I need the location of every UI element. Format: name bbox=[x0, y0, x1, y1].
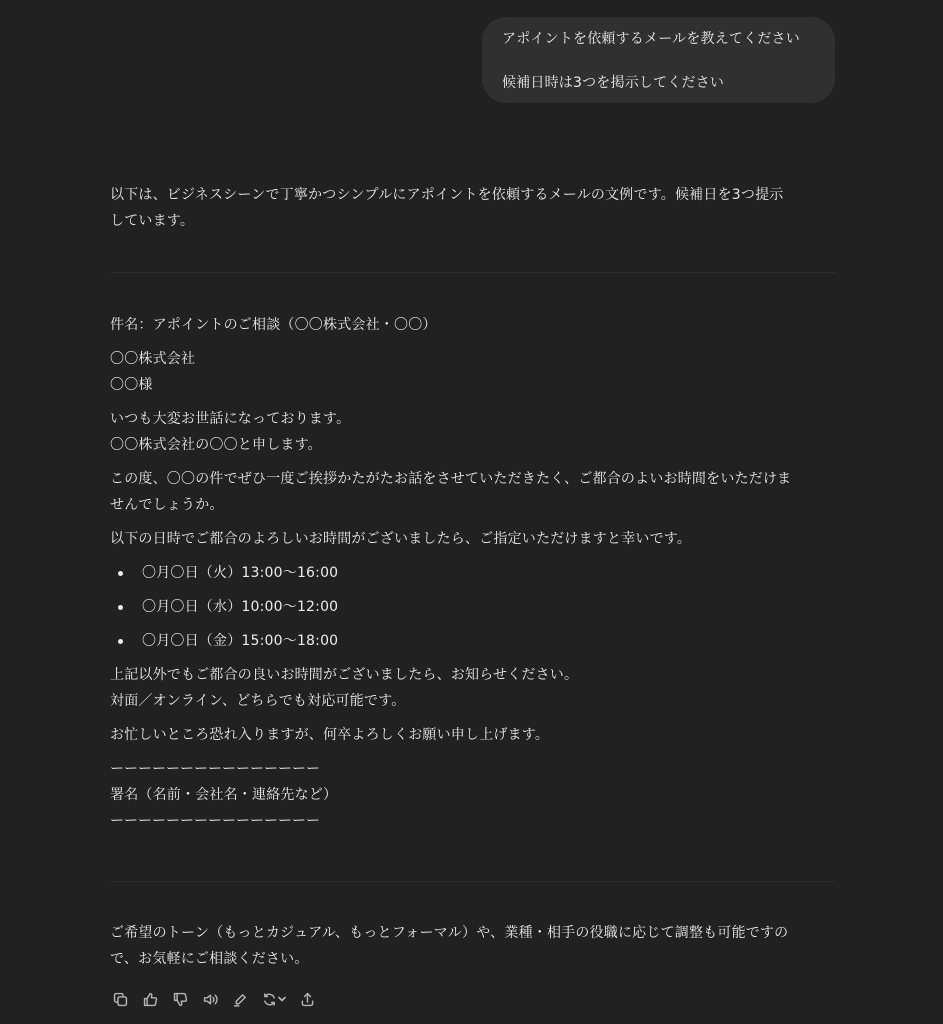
user-message-line: アポイントを依頼するメールを教えてください bbox=[502, 31, 800, 47]
user-message-bubble bbox=[482, 17, 835, 103]
email-subject: 件名：アポイントのご相談（〇〇株式会社・〇〇） bbox=[110, 317, 437, 333]
copy-icon[interactable] bbox=[110, 989, 130, 1009]
email-greeting: いつも大変お世話になっております。 〇〇株式会社の〇〇と申します。 bbox=[110, 411, 351, 453]
chevron-down-icon bbox=[277, 994, 287, 1004]
email-signature-block: ーーーーーーーーーーーーーーー 署名（名前・会社名・連絡先など） ーーーーーーーーーーーーーーー bbox=[110, 761, 338, 829]
divider bbox=[110, 881, 835, 882]
thumbs-up-icon[interactable] bbox=[140, 989, 160, 1009]
read-aloud-icon[interactable] bbox=[200, 989, 220, 1009]
footer-text: ご希望のトーン（もっとカジュアル、もっとフォーマル）や、業種・相手の役職に応じて調整も可能ですの で、お気軽にご相談ください。 bbox=[110, 925, 789, 967]
thumbs-down-icon[interactable] bbox=[170, 989, 190, 1009]
email-alternatives: 上記以外でもご都合の良いお時間がございましたら、お知らせください。 対面／オンライン、どちらでも対応可能です。 bbox=[110, 667, 579, 709]
share-icon[interactable] bbox=[297, 989, 317, 1009]
assistant-intro bbox=[110, 182, 835, 234]
user-message-line: 候補日時は3つを掲示してください bbox=[502, 75, 725, 91]
divider bbox=[110, 272, 835, 273]
intro-text: 以下は、ビジネスシーンで丁寧かつシンプルにアポイントを依頼するメールの文例です。候補日を3つ提示 しています。 bbox=[110, 187, 784, 229]
candidate-dates-list bbox=[110, 560, 835, 654]
candidate-date-item: 〇月〇日（金）15:00〜18:00 bbox=[110, 628, 835, 654]
email-template bbox=[110, 312, 835, 834]
edit-icon[interactable] bbox=[230, 989, 250, 1009]
candidate-date-item: 〇月〇日（水）10:00〜12:00 bbox=[110, 594, 835, 620]
email-recipient: 〇〇株式会社 〇〇様 bbox=[110, 351, 196, 393]
message-actions bbox=[110, 988, 327, 1010]
email-dates-lead: 以下の日時でご都合のよろしいお時間がございましたら、ご指定いただけますと幸いです。 bbox=[110, 531, 692, 547]
regenerate-icon[interactable] bbox=[260, 989, 288, 1009]
email-closing: お忙しいところ恐れ入りますが、何卒よろしくお願い申し上げます。 bbox=[110, 727, 550, 743]
candidate-date-item: 〇月〇日（火）13:00〜16:00 bbox=[110, 560, 835, 586]
assistant-footer-note bbox=[110, 920, 835, 972]
email-request: この度、〇〇の件でぜひ一度ご挨拶かたがたお話をさせていただきたく、ご都合のよいお時間をいただけま せんでしょうか。 bbox=[110, 471, 792, 513]
